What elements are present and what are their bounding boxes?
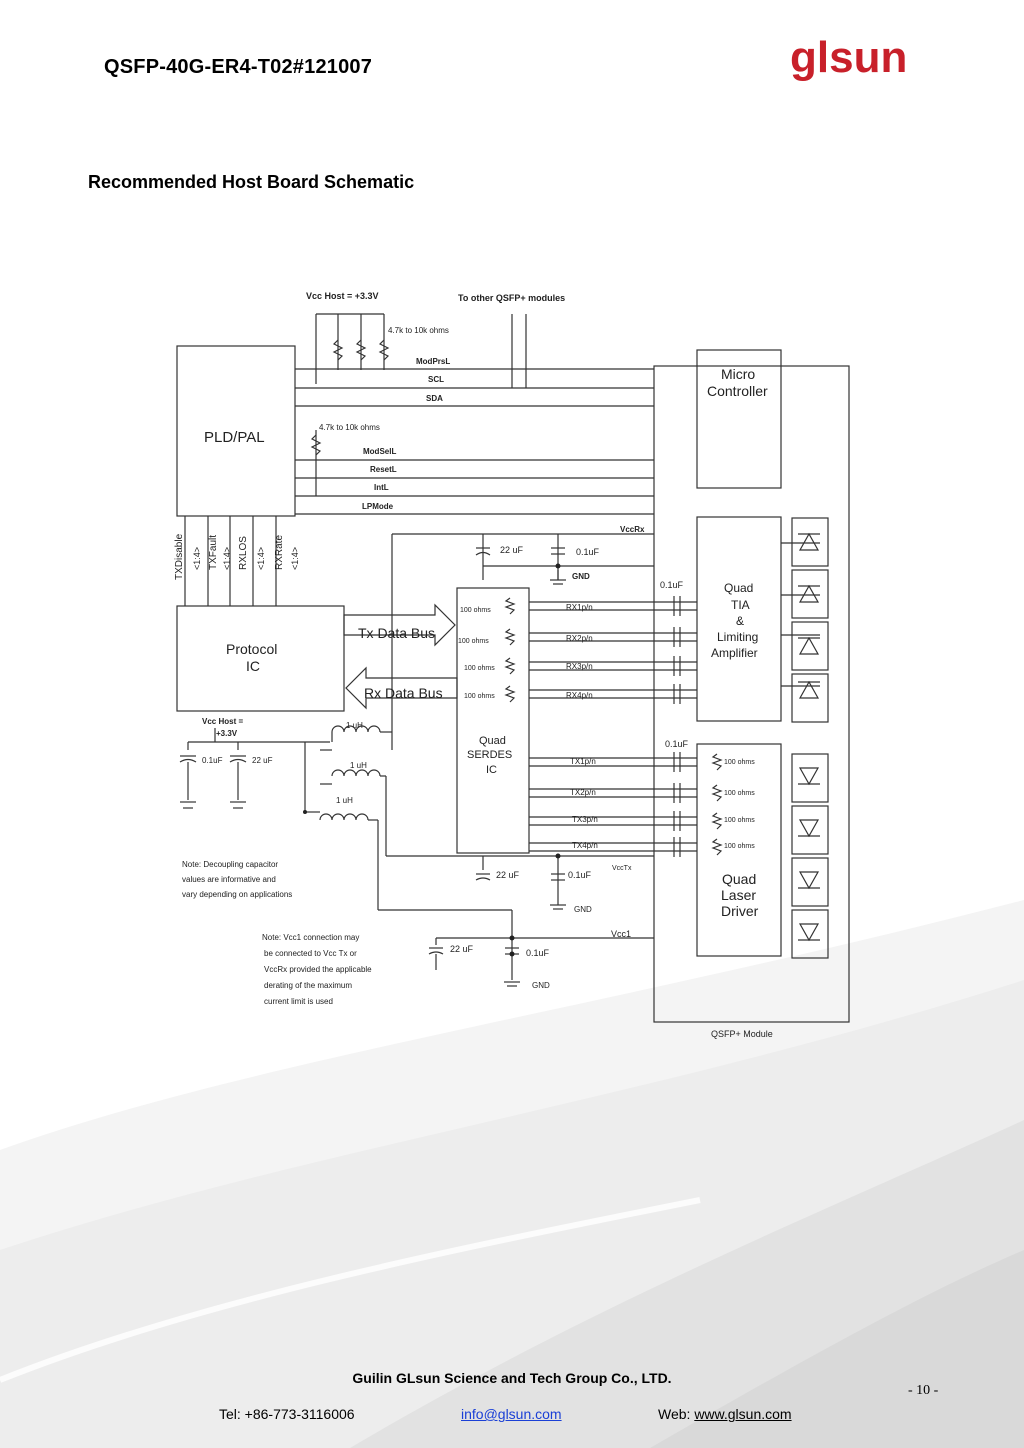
micro-label-2: Controller [707, 383, 768, 399]
tx2-label: TX2p/n [570, 788, 596, 797]
tia-label-3: & [736, 614, 745, 628]
rx-coupling-cap-label: 0.1uF [660, 580, 684, 590]
footer-company: Guilin GLsun Science and Tech Group Co., LTD. [352, 1370, 672, 1386]
vcc1-cap1-label: 22 uF [450, 944, 474, 954]
txfault-label: TXFault [208, 534, 219, 570]
vcctx-cap2-label: 0.1uF [568, 870, 592, 880]
module-label: QSFP+ Module [711, 1029, 773, 1039]
txdisable-label: TXDisable [174, 533, 185, 580]
tx-coupling-cap-label: 0.1uF [665, 739, 689, 749]
footer-web-label: Web: [658, 1406, 695, 1422]
inductor2-label: 1 uH [350, 761, 367, 770]
footer-tel: Tel: +86-773-3116006 [219, 1406, 355, 1422]
signal-modprsl: ModPrsL [416, 357, 451, 366]
host-cap1-label: 0.1uF [202, 756, 223, 765]
tx-term-3: 100 ohms [724, 817, 755, 824]
protocol-ic-box [177, 606, 344, 711]
signal-modsell: ModSelL [363, 447, 397, 456]
rxlos-label: RXLOS [238, 536, 249, 570]
page-number: - 10 - [908, 1383, 939, 1398]
host-board-schematic [160, 280, 880, 1060]
vcc-host-label: Vcc Host = +3.3V [306, 291, 379, 301]
note2-line4: derating of the maximum [264, 981, 353, 990]
rx3-label: RX3p/n [566, 662, 593, 671]
document-id: QSFP-40G-ER4-T02#121007 [104, 56, 373, 78]
qsfp-module-box [654, 366, 849, 1022]
signal-resetl: ResetL [370, 465, 397, 474]
note2-line1: Note: Vcc1 connection may [262, 933, 360, 942]
tia-label-2: TIA [731, 598, 750, 612]
note1-line3: vary depending on applications [182, 890, 293, 899]
rx2-label: RX2p/n [566, 634, 593, 643]
signal-intl: IntL [374, 483, 389, 492]
vcc1-gnd-label: GND [532, 981, 550, 990]
vccrx-cap2-label: 0.1uF [576, 547, 600, 557]
serdes-label-3: IC [486, 764, 497, 776]
tx-term-4: 100 ohms [724, 843, 755, 850]
footer-web [658, 1406, 792, 1422]
tx4-label: TX4p/n [572, 841, 598, 850]
rx4-label: RX4p/n [566, 691, 593, 700]
rx1-label: RX1p/n [566, 603, 593, 612]
txdisable-range: <1:4> [192, 546, 202, 570]
vccrx-label: VccRx [620, 525, 645, 534]
section-title: Recommended Host Board Schematic [88, 172, 415, 192]
signal-scl: SCL [428, 375, 444, 384]
vccrx-gnd-label: GND [572, 572, 590, 581]
inductor1-label: 1 uH [346, 721, 363, 730]
vcc1-cap2-label: 0.1uF [526, 948, 550, 958]
tia-label-5: Amplifier [711, 646, 758, 660]
signal-sda: SDA [426, 394, 443, 403]
protocol-label-1: Protocol [226, 641, 278, 657]
host-vcc-label-1: Vcc Host = [202, 717, 244, 726]
pld-pal-label: PLD/PAL [204, 429, 265, 446]
pullup1-label: 4.7k to 10k ohms [388, 326, 449, 335]
vccrx-cap1-label: 22 uF [500, 545, 524, 555]
tx3-label: TX3p/n [572, 815, 598, 824]
vcctx-gnd-label: GND [574, 905, 592, 914]
laser-driver-box [697, 744, 781, 956]
pullup2-label: 4.7k to 10k ohms [319, 423, 380, 432]
inductor3-label: 1 uH [336, 796, 353, 805]
tx-term-2: 100 ohms [724, 790, 755, 797]
serdes-box [457, 588, 529, 853]
txfault-range: <1:4> [222, 546, 232, 570]
footer-email-link[interactable]: info@glsun.com [461, 1406, 562, 1422]
note2-line2: be connected to Vcc Tx or [264, 949, 357, 958]
svg-text:glsun: glsun [790, 34, 908, 82]
rxrate-label: RXRate [274, 534, 285, 570]
serdes-label-2: SERDES [467, 749, 513, 761]
tia-label-1: Quad [724, 581, 754, 595]
host-vcc-label-2: +3.3V [216, 729, 238, 738]
signal-lpmode: LPMode [362, 502, 394, 511]
footer-web-link[interactable]: www.glsun.com [694, 1406, 792, 1422]
tia-label-4: Limiting [717, 630, 759, 644]
tx-bus-label: Tx Data Bus [358, 625, 436, 641]
tx1-label: TX1p/n [570, 757, 596, 766]
laser-label-1: Quad [722, 871, 757, 887]
rx-term-4: 100 ohms [464, 693, 495, 700]
note2-line3: VccRx provided the applicable [264, 965, 372, 974]
vcc1-label: Vcc1 [611, 929, 632, 939]
vcctx-cap1-label: 22 uF [496, 870, 520, 880]
rx-bus-label: Rx Data Bus [364, 685, 443, 701]
note1-line2: values are informative and [182, 875, 276, 884]
to-other-modules-label: To other QSFP+ modules [458, 293, 566, 303]
note2-line5: current limit is used [264, 997, 333, 1006]
tx-term-1: 100 ohms [724, 759, 755, 766]
vcctx-label: VccTx [612, 865, 632, 872]
protocol-label-2: IC [246, 658, 260, 674]
rx-term-3: 100 ohms [464, 665, 495, 672]
note1-line1: Note: Decoupling capacitor [182, 860, 279, 869]
rx-term-2: 100 ohms [458, 638, 489, 645]
micro-label-1: Micro [721, 366, 756, 382]
laser-label-3: Driver [721, 903, 759, 919]
rx-term-1: 100 ohms [460, 607, 491, 614]
rxrate-range: <1:4> [290, 546, 300, 570]
host-cap2-label: 22 uF [252, 756, 273, 765]
rxlos-range: <1:4> [256, 546, 266, 570]
serdes-label-1: Quad [479, 735, 506, 747]
laser-label-2: Laser [721, 887, 757, 903]
glsun-logo [788, 34, 918, 84]
